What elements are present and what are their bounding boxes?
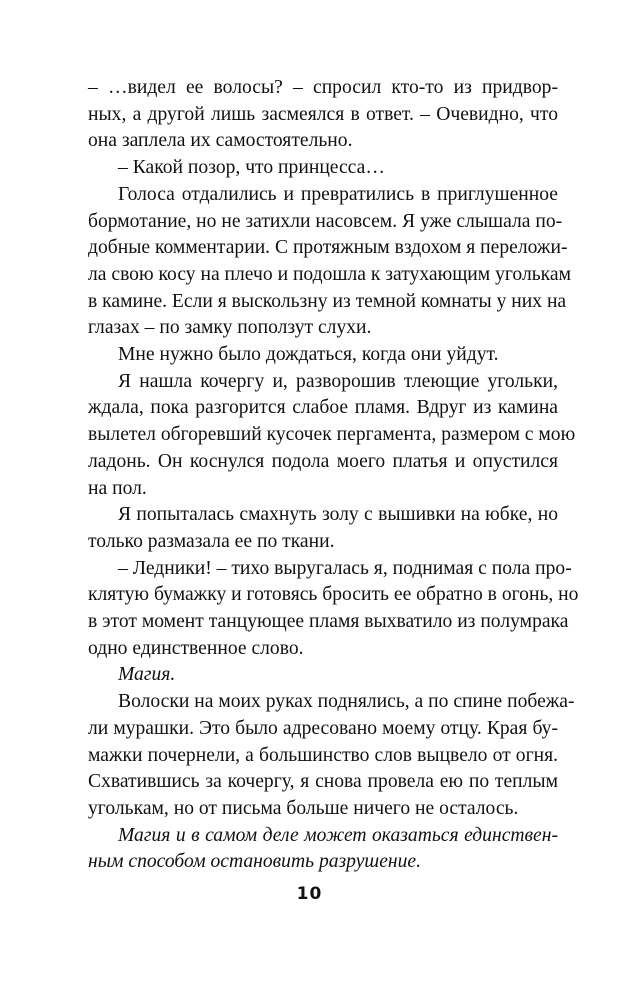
text-line-italic: Магия и в самом деле может оказаться единствен- xyxy=(118,824,558,846)
text-line: одно единственное слово. xyxy=(88,637,304,659)
text-line: вылетел обгоревший кусочек пергамента, размером с мою xyxy=(88,424,576,446)
text-line: – …видел ее волосы? – спросил кто-то из придвор- xyxy=(88,77,558,98)
text-line: глазах – по замку поползут слухи. xyxy=(88,317,372,339)
text-line: ных, а другой лишь засмеялся в ответ. – Очевидно, что xyxy=(88,103,558,125)
page-number: 10 xyxy=(296,884,323,904)
text-line: Голоса отдалились и превратились в приглушенное xyxy=(118,183,558,205)
text-line-italic: Магия. xyxy=(118,664,176,686)
text-line: в этот момент танцующее пламя выхватило из полумрака xyxy=(88,611,569,632)
text-line-italic: ным способом остановить разрушение. xyxy=(88,851,422,873)
text-line: мажки почернели, а большинство слов выцвело от огня. xyxy=(88,744,558,766)
text-line: на пол. xyxy=(88,477,147,499)
text-line: ли мурашки. Это было адресовано моему отцу. Края бу- xyxy=(88,717,558,739)
text-line: добные комментарии. С протяжным вздохом я переложи- xyxy=(88,237,568,259)
text-line: Схватившись за кочергу, я снова провела ею по теплым xyxy=(88,771,558,793)
text-line: ждала, пока разгорится слабое пламя. Вдруг из камина xyxy=(88,397,558,419)
text-line: клятую бумажку и готовясь бросить ее обратно в огонь, но xyxy=(88,584,579,606)
text-line: ла свою косу на плечо и подошла к затухающим уголькам xyxy=(88,263,572,285)
text-line: бормотание, но не затихли насовсем. Я уже слышала по- xyxy=(88,210,563,232)
text-line: Я нашла кочергу и, разворошив тлеющие угольки, xyxy=(118,370,558,392)
text-line: Мне нужно было дождаться, когда они уйдут. xyxy=(118,344,499,365)
text-line: в камине. Если я выскользну из темной комнаты у них на xyxy=(88,290,567,312)
text-line: – Ледники! – тихо выругалась я, поднимая с пола про- xyxy=(118,557,572,579)
text-line: только размазала ее по ткани. xyxy=(88,530,335,552)
text-line: Я попыталась смахнуть золу с вышивки на юбке, но xyxy=(118,504,558,526)
text-line: – Какой позор, что принцесса… xyxy=(118,157,385,179)
text-line: она заплела их самостоятельно. xyxy=(88,130,353,152)
text-line: уголькам, но от письма больше ничего не осталось. xyxy=(88,797,519,819)
text-line: Волоски на моих руках поднялись, а по спине побежа- xyxy=(118,691,575,713)
text-line: ладонь. Он коснулся подола моего платья и опустился xyxy=(88,450,558,472)
